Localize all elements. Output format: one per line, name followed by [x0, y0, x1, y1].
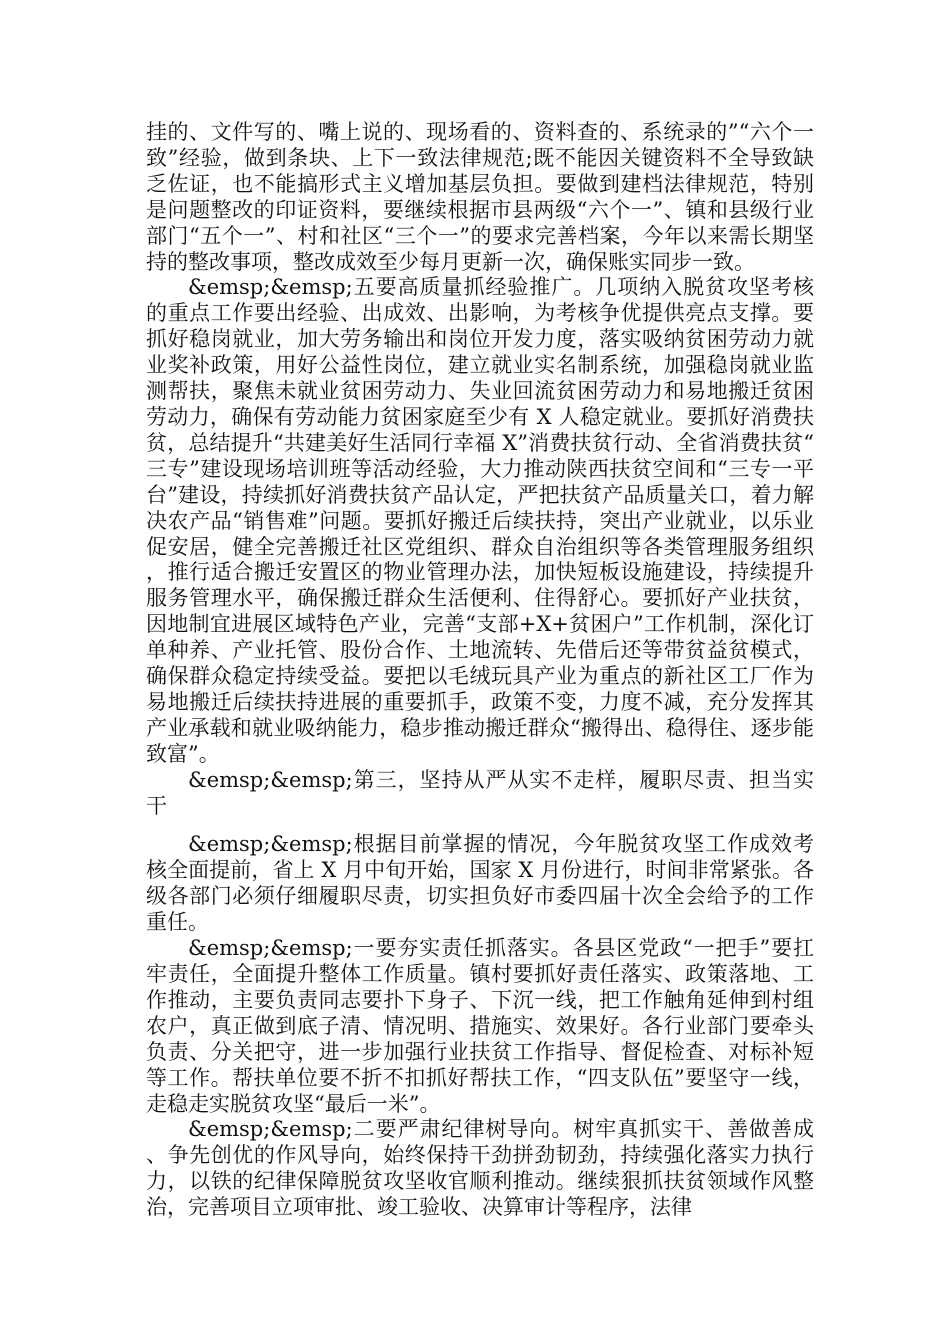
- section-heading-third: &emsp;&emsp;第三，坚持从严从实不走样，履职尽责、担当实干: [146, 767, 814, 818]
- paragraph-checklist-continuation: 挂的、文件写的、嘴上说的、现场看的、资料查的、系统录的”“六个一致”经验，做到条块、上下一致法律规范;既不能因关键资料不全导致缺乏佐证，也不能搞形式主义增加基层负担。要做到建档法律规范，特别是问题整改的印证资料，要继续根据市县两级“六个一”、镇和县级行业部门“五个一”、村和社区“三个一”的要求完善档案，今年以来需长期坚持的整改事项，整改成效至少每月更新一次，确保账实同步一致。: [146, 120, 814, 274]
- document-page: [146, 120, 814, 1221]
- paragraph-experience-promotion: &emsp;&emsp;五要高质量抓经验推广。几项纳入脱贫攻坚考核的重点工作要出经验、出成效、出影响，为考核争优提供亮点支撑。要抓好稳岗就业，加大劳务输出和岗位开发力度，落实吸纳贫困劳动力就业奖补政策，用好公益性岗位，建立就业实名制系统，加强稳岗就业监测帮扶，聚焦未就业贫困劳动力、失业回流贫困劳动力和易地搬迁贫困劳动力，确保有劳动能力贫困家庭至少有 X 人稳定就业。要抓好消费扶贫，总结提升“共建美好生活同行幸福 X”消费扶贫行动、全省消费扶贫“三专”建设现场培训班等活动经验，大力推动陕西扶贫空间和“三专一平台”建设，持续抓好消费扶贫产品认定，严把扶贫产品质量关口，着力解决农产品“销售难”问题。要抓好搬迁后续扶持，突出产业就业，以乐业促安居，健全完善搬迁社区党组织、群众自治组织等各类管理服务组织，推行适合搬迁安置区的物业管理办法，加快短板设施建设，持续提升服务管理水平，确保搬迁群众生活便利、住得舒心。要抓好产业扶贫，因地制宜进展区域特色产业，完善“支部+X+贫困户”工作机制，深化订单种养、产业托管、股份合作、土地流转、先借后还等带贫益贫模式，确保群众稳定持续受益。要把以毛绒玩具产业为重点的新社区工厂作为易地搬迁后续扶持进展的重要抓手，政策不变，力度不减，充分发挥其产业承载和就业吸纳能力，稳步推动搬迁群众“搬得出、稳得住、逐步能致富”。: [146, 275, 814, 766]
- paragraph-responsibility: &emsp;&emsp;一要夯实责任抓落实。各县区党政“一把手”要扛牢责任，全面提升整体工作质量。镇村要抓好责任落实、政策落地、工作推动，主要负责同志要扑下身子、下沉一线，把工作触角延伸到村组农户，真正做到底子清、情况明、措施实、效果好。各行业部门要牵头负责、分关把守，进一步加强行业扶贫工作指导、督促检查、对标补短等工作。帮扶单位要不折不扣抓好帮扶工作，“四支队伍”要坚守一线，走稳走实脱贫攻坚“最后一米”。: [146, 936, 814, 1116]
- paragraph-assessment-timeline: &emsp;&emsp;根据目前掌握的情况，今年脱贫攻坚工作成效考核全面提前，省上 X 月中旬开始，国家 X 月份进行，时间非常紧张。各级各部门必须仔细履职尽责，切实担负好市委四届十次全会给予的工作重任。: [146, 832, 814, 935]
- paragraph-discipline: &emsp;&emsp;二要严肃纪律树导向。树牢真抓实干、善做善成、争先创优的作风导向，始终保持干劲拼劲韧劲，持续强化落实力执行力，以铁的纪律保障脱贫攻坚收官顺利推动。继续狠抓扶贫领域作风整治，完善项目立项审批、竣工验收、决算审计等程序，法律: [146, 1117, 814, 1220]
